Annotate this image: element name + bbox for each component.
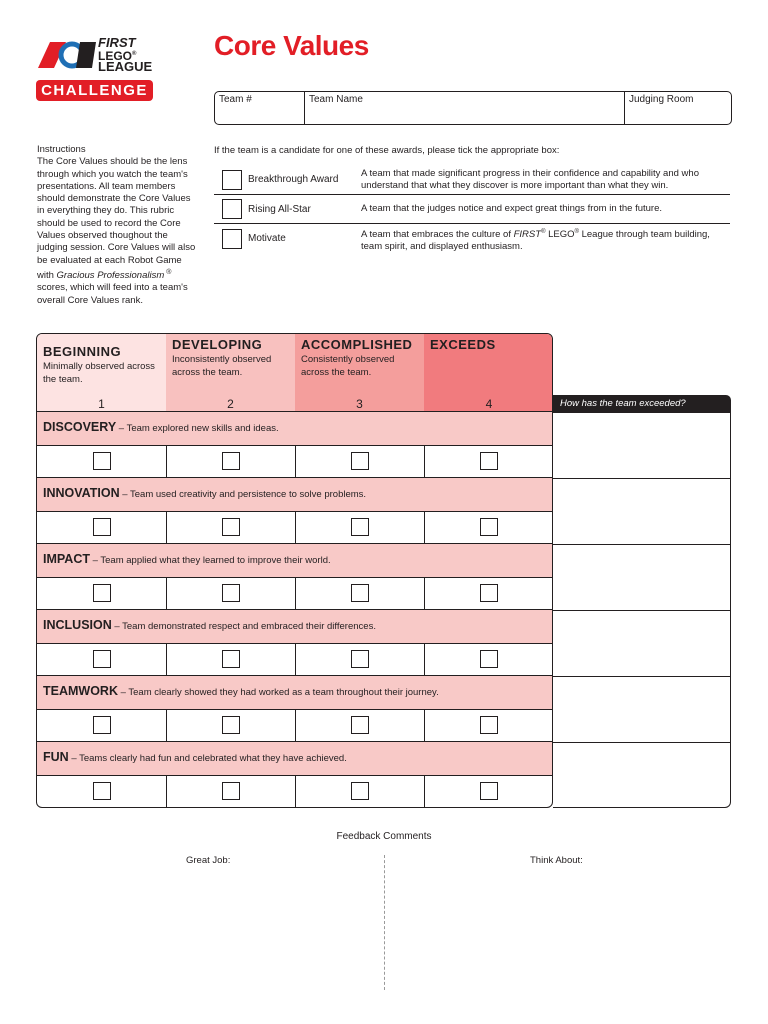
score-checkbox[interactable]	[480, 716, 498, 734]
score-row-discovery	[37, 446, 553, 478]
instructions-heading: Instructions	[37, 144, 86, 155]
score-checkbox[interactable]	[93, 782, 111, 800]
rubric-table	[36, 333, 553, 808]
level-beginning	[37, 334, 167, 412]
award-checkbox-motivate[interactable]	[222, 229, 242, 249]
instructions	[37, 144, 197, 307]
great-job-label: Great Job:	[186, 855, 231, 866]
logo-mark-icon	[38, 42, 96, 68]
award-desc: A team that embraces the culture of FIRST® LEGO® League through team building, team spirit, and displayed enthusiasm.	[361, 229, 710, 253]
judging-room-field[interactable]: Judging Room	[629, 94, 694, 105]
level-desc: Inconsistently observed across the team.	[172, 354, 272, 378]
level-name: BEGINNING	[43, 344, 122, 359]
level-name: ACCOMPLISHED	[301, 337, 413, 352]
criterion-teamwork: TEAMWORK – Team clearly showed they had worked as a team throughout their journey.	[37, 676, 553, 710]
criterion-innovation: INNOVATION – Team used creativity and persistence to solve problems.	[37, 478, 553, 512]
score-checkbox[interactable]	[351, 716, 369, 734]
criterion-inclusion: INCLUSION – Team demonstrated respect and embraced their differences.	[37, 610, 553, 644]
award-desc: A team that the judges notice and expect great things from in the future.	[361, 203, 663, 214]
level-developing	[166, 334, 296, 412]
score-checkbox[interactable]	[480, 518, 498, 536]
score-checkbox[interactable]	[222, 782, 240, 800]
score-checkbox[interactable]	[93, 584, 111, 602]
level-number: 2	[227, 397, 234, 411]
score-checkbox[interactable]	[93, 716, 111, 734]
score-checkbox[interactable]	[222, 518, 240, 536]
feedback-title: Feedback Comments	[336, 831, 432, 842]
score-checkbox[interactable]	[222, 650, 240, 668]
level-number: 4	[485, 397, 493, 411]
exceeded-comments-column[interactable]	[553, 412, 731, 808]
logo-lego-text: LEGO®	[98, 49, 137, 63]
feedback-divider	[384, 855, 385, 990]
award-motivate	[214, 224, 730, 252]
level-desc: Consistently observed across the team.	[301, 354, 395, 378]
award-name: Motivate	[248, 233, 286, 244]
score-checkbox[interactable]	[222, 452, 240, 470]
score-checkbox[interactable]	[351, 650, 369, 668]
score-row-fun	[37, 776, 553, 808]
instructions-body: The Core Values should be the lens through which you watch the team's presentations. All team members should demonstrate the Core Values in everything they do. This rubric should be used to record the Core Values observed thoughout the judging session. Core Values will also be evaluated at each Robot Game with Gracious Professionalism ® scores, which will feed into a team's overall Core Values rank.	[37, 156, 196, 306]
level-accomplished	[295, 334, 425, 412]
level-name: EXCEEDS	[430, 337, 496, 352]
award-name: Rising All-Star	[248, 204, 311, 215]
award-rising-all-star	[214, 196, 730, 224]
logo-challenge-badge: CHALLENGE	[36, 80, 153, 101]
team-name-field[interactable]: Team Name	[309, 94, 363, 105]
score-checkbox[interactable]	[480, 782, 498, 800]
score-checkbox[interactable]	[222, 584, 240, 602]
level-number: 1	[98, 397, 105, 411]
score-row-innovation	[37, 512, 553, 544]
score-row-impact	[37, 578, 553, 610]
score-checkbox[interactable]	[93, 452, 111, 470]
score-checkbox[interactable]	[222, 716, 240, 734]
award-checkbox-breakthrough[interactable]	[222, 170, 242, 190]
awards-intro: If the team is a candidate for one of these awards, please tick the appropriate box:	[214, 145, 560, 156]
think-about-label: Think About:	[530, 855, 583, 866]
score-checkbox[interactable]	[351, 782, 369, 800]
level-name: DEVELOPING	[172, 337, 263, 352]
award-name: Breakthrough Award	[248, 174, 339, 185]
score-checkbox[interactable]	[93, 650, 111, 668]
page-title: Core Values	[214, 30, 369, 61]
criterion-discovery: DISCOVERY – Team explored new skills and ideas.	[37, 412, 553, 446]
logo-first-text: FIRST	[98, 35, 136, 50]
score-checkbox[interactable]	[480, 650, 498, 668]
score-checkbox[interactable]	[351, 584, 369, 602]
score-checkbox[interactable]	[93, 518, 111, 536]
criterion-fun: FUN – Teams clearly had fun and celebrated what they have achieved.	[37, 742, 553, 776]
score-row-teamwork	[37, 710, 553, 742]
level-number: 3	[356, 397, 363, 411]
award-checkbox-rising-all-star[interactable]	[222, 199, 242, 219]
score-checkbox[interactable]	[480, 584, 498, 602]
award-breakthrough	[214, 166, 730, 194]
level-desc: Minimally observed across the team.	[43, 361, 155, 385]
score-checkbox[interactable]	[480, 452, 498, 470]
score-checkbox[interactable]	[351, 518, 369, 536]
exceeded-header: How has the team exceeded?	[553, 395, 731, 413]
award-desc: A team that made significant progress in their confidence and capability and who understand that what they discover is more important than what they win.	[361, 168, 699, 191]
score-checkbox[interactable]	[351, 452, 369, 470]
team-info-box	[214, 91, 732, 125]
score-row-inclusion	[37, 644, 553, 676]
team-number-field[interactable]: Team #	[219, 94, 252, 105]
logo-league-text: LEAGUE	[98, 59, 153, 74]
level-exceeds	[424, 334, 553, 412]
criterion-impact: IMPACT – Team applied what they learned to improve their world.	[37, 544, 553, 578]
